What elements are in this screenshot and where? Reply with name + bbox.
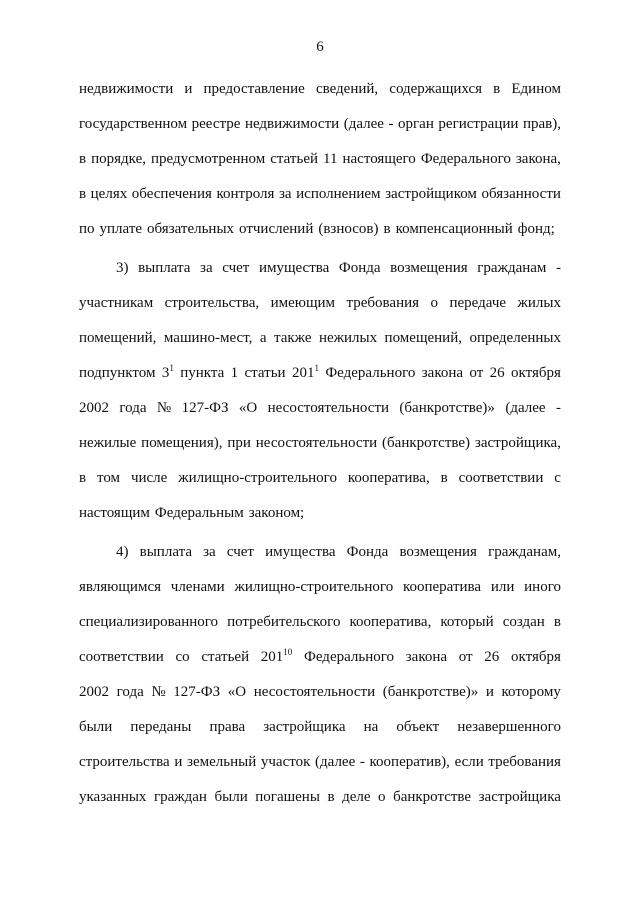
text-line: в целях обеспечения контроля за исполнением застройщиком обязанности [79,186,561,202]
text-line: являющимся членами жилищно-строительного кооператива или иного [79,579,561,595]
text-line: строительства и земельный участок (далее - кооператив), если требования [79,754,561,770]
text-line: 2002 года № 127-ФЗ «О несостоятельности (банкротстве)» (далее - [79,400,561,416]
text-line: нежилые помещения), при несостоятельности (банкротстве) застройщика, [79,435,561,451]
text-line: помещений, машино-мест, а также нежилых помещений, определенных [79,330,561,346]
text-line: недвижимости и предоставление сведений, содержащихся в Едином [79,81,561,97]
text-line: участникам строительства, имеющим требования о передаче жилых [79,295,561,311]
text-line: настоящим Федеральным законом; [79,505,305,521]
text-line: были переданы права застройщика на объект незавершенного [79,719,561,735]
page-number: 6 [316,39,324,55]
text-line: 3) выплата за счет имущества Фонда возмещения гражданам - [116,260,561,276]
text-line: 2002 года № 127-ФЗ «О несостоятельности (банкротстве)» и которому [79,684,561,700]
text-line: указанных граждан были погашены в деле о банкротстве застройщика [79,789,561,805]
text-line: в том числе жилищно-строительного кооператива, в соответствии с [79,470,561,486]
text-line: в порядке, предусмотренном статьей 11 настоящего Федерального закона, [79,151,561,167]
text-line: подпунктом $3^1$ пункта 1 статьи $201^1$ Федерального закона от 26 октября [79,363,561,381]
text-line: государственном реестре недвижимости (далее - орган регистрации прав), [79,116,561,132]
text-line: специализированного потребительского кооператива, который создан в [79,614,561,630]
text-line: 4) выплата за счет имущества Фонда возмещения гражданам, [116,544,561,560]
text-line: по уплате обязательных отчислений (взносов) в компенсационный фонд; [79,221,555,237]
text-line: соответствии со статьей $201^{10}$ Федерального закона от 26 октября [79,647,561,665]
